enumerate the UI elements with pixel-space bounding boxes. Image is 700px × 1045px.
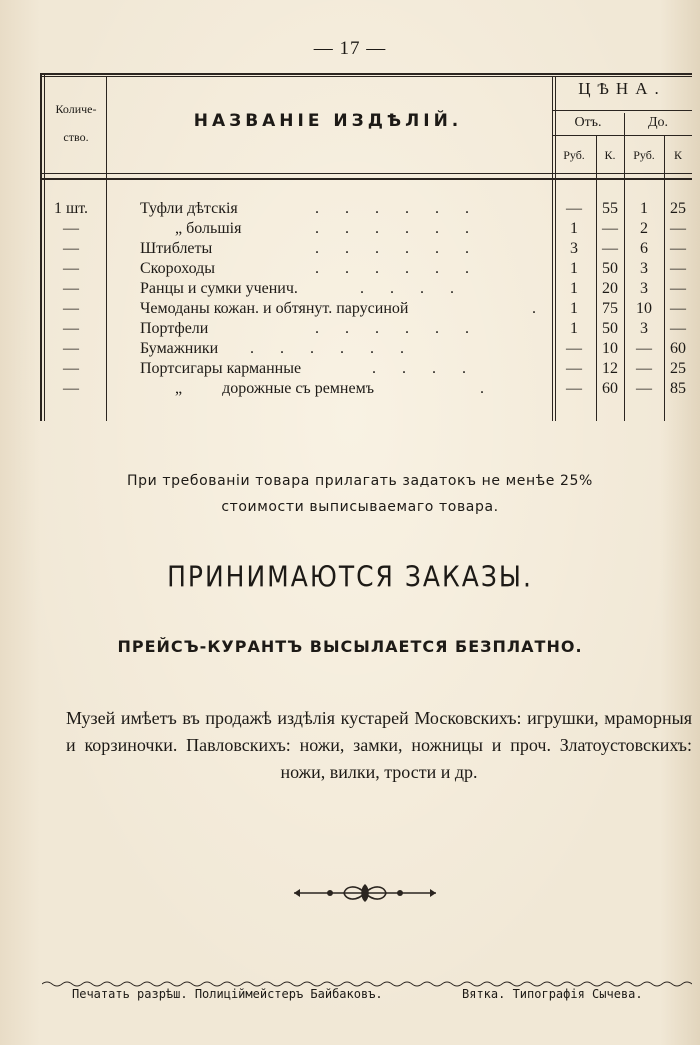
row-to-kop: 25 — [670, 200, 686, 217]
row-from-kop: 12 — [602, 360, 618, 377]
row-leader-dots: . . . . — [372, 360, 467, 377]
quantity-header — [46, 95, 106, 151]
row-from-rub: — — [566, 380, 582, 397]
row-quantity: — — [63, 360, 79, 377]
row-to-rub: — — [636, 340, 652, 357]
pricelist-heading: ПРЕЙСЪ-КУРАНТЪ ВЫСЫЛАЕТСЯ БЕЗПЛАТНО. — [117, 637, 583, 656]
row-leader-dots: . . . . . . — [315, 240, 470, 257]
row-from-kop: 10 — [602, 340, 618, 357]
row-to-kop: 60 — [670, 340, 686, 357]
quantity-header-text: Количе- ство. — [55, 102, 97, 144]
row-to-kop: — — [670, 260, 686, 277]
row-quantity: 1 шт. — [53, 200, 89, 217]
row-from-kop: — — [602, 240, 618, 257]
price-from-header: Отъ. — [574, 115, 602, 130]
price-to-header: До. — [647, 115, 669, 130]
row-to-kop: — — [670, 220, 686, 237]
row-to-rub: 1 — [640, 200, 648, 217]
rub-to-header: Руб. — [633, 148, 655, 162]
table-row — [40, 259, 692, 279]
deposit-note — [60, 468, 660, 520]
row-quantity: — — [63, 380, 79, 397]
table-top-rule-thin — [40, 76, 692, 77]
row-item-name: Скороходы — [140, 260, 216, 277]
kop-to-header: К — [673, 148, 682, 162]
from-to-header-rule — [552, 135, 692, 136]
table-row — [40, 219, 692, 239]
row-item-name: Портсигары карманные — [140, 360, 302, 377]
row-item-name: Чемоданы кожан. и обтянут. парусиной — [140, 300, 409, 317]
row-to-rub: 3 — [640, 280, 648, 297]
row-item-name: Бумажники — [140, 340, 219, 357]
row-to-rub: — — [636, 380, 652, 397]
table-row — [40, 199, 692, 219]
table-row — [40, 339, 692, 359]
row-item-name: Штиблеты — [140, 240, 213, 257]
row-from-rub: 1 — [570, 280, 578, 297]
row-quantity: — — [63, 320, 79, 337]
row-to-kop: — — [670, 320, 686, 337]
row-to-kop: 25 — [670, 360, 686, 377]
row-to-rub: 3 — [640, 320, 648, 337]
row-from-rub: 1 — [570, 220, 578, 237]
row-leader-dots: . . . . . . — [315, 260, 470, 277]
row-to-rub: — — [636, 360, 652, 377]
row-item-name: Туфли дѣтскія — [140, 200, 238, 217]
row-item-name: Ранцы и сумки ученич. — [140, 280, 298, 297]
censor-permission: Печатать разрѣш. Полицiймейстеръ Байбаковъ. — [72, 987, 383, 1001]
row-to-rub: 2 — [640, 220, 648, 237]
item-name-header: НАЗВАНІЕ ИЗДѢЛІЙ. — [193, 111, 463, 131]
row-from-rub: 1 — [570, 300, 578, 317]
price-header: ЦѢНА. — [578, 79, 666, 98]
row-leader-dots: . . . . . . — [315, 220, 470, 237]
row-quantity: — — [63, 260, 79, 277]
row-from-rub: 3 — [570, 240, 578, 257]
row-from-rub: — — [566, 340, 582, 357]
row-from-rub: — — [566, 360, 582, 377]
row-quantity: — — [63, 300, 79, 317]
row-from-rub: — — [566, 200, 582, 217]
row-from-kop: 50 — [602, 260, 618, 277]
orders-heading: ПРИНИМАЮТСЯ ЗАКАЗЫ. — [167, 560, 533, 594]
row-from-kop: 75 — [602, 300, 618, 317]
table-row — [40, 239, 692, 259]
header-bottom-rule-bold — [40, 178, 692, 180]
page-number: — 17 — — [313, 38, 387, 59]
table-row — [40, 379, 692, 399]
row-leader-dots: . — [532, 300, 537, 317]
row-leader-dots: . . . . . . — [250, 340, 405, 357]
row-to-kop: 85 — [670, 380, 686, 397]
row-quantity: — — [63, 340, 79, 357]
row-from-kop: 60 — [602, 380, 618, 397]
table-row — [40, 319, 692, 339]
row-to-rub: 6 — [640, 240, 648, 257]
row-from-rub: 1 — [570, 260, 578, 277]
printer-imprint: Вятка. Типографія Сычева. — [462, 987, 643, 1001]
row-to-kop: — — [670, 300, 686, 317]
price-table — [40, 73, 692, 421]
row-leader-dots: . — [480, 380, 485, 397]
row-to-rub: 10 — [636, 300, 652, 317]
deposit-note-line2: стоимости выписываемаго товара. — [221, 499, 499, 515]
row-to-rub: 3 — [640, 260, 648, 277]
row-item-name: Портфели — [140, 320, 209, 337]
row-from-kop: 50 — [602, 320, 618, 337]
row-from-kop: 20 — [602, 280, 618, 297]
deposit-note-line1: При требованіи товара прилагать задатокъ не менѣе 25% — [127, 473, 593, 489]
price-header-rule — [552, 110, 692, 111]
museum-paragraph: Музей имѣетъ въ продажѣ издѣлія кустарей Московскихъ: игрушки, мраморныя и корзиночки. Павловскихъ: ножи, замки, ножницы и проч. Златоустовскихъ: ножи, вилки, трости и др. — [66, 708, 692, 782]
row-from-kop: — — [602, 220, 618, 237]
ornament-flourish-icon — [290, 878, 440, 908]
row-quantity: — — [63, 220, 79, 237]
row-item-name: „ большія — [175, 220, 242, 237]
row-leader-dots: . . . . — [360, 280, 455, 297]
row-leader-dots: . . . . . . — [315, 200, 470, 217]
table-row — [40, 299, 692, 319]
row-to-kop: — — [670, 280, 686, 297]
header-bottom-rule — [40, 173, 692, 174]
row-from-rub: 1 — [570, 320, 578, 337]
row-to-kop: — — [670, 240, 686, 257]
row-quantity: — — [63, 240, 79, 257]
table-top-rule — [40, 73, 692, 75]
row-leader-dots: . . . . . . — [315, 320, 470, 337]
table-row — [40, 359, 692, 379]
row-item-name: „ дорожные съ ремнемъ — [175, 380, 374, 397]
rub-from-header: Руб. — [563, 148, 585, 162]
row-from-kop: 55 — [602, 200, 618, 217]
kop-from-header: К. — [604, 148, 616, 162]
row-quantity: — — [63, 280, 79, 297]
table-row — [40, 279, 692, 299]
